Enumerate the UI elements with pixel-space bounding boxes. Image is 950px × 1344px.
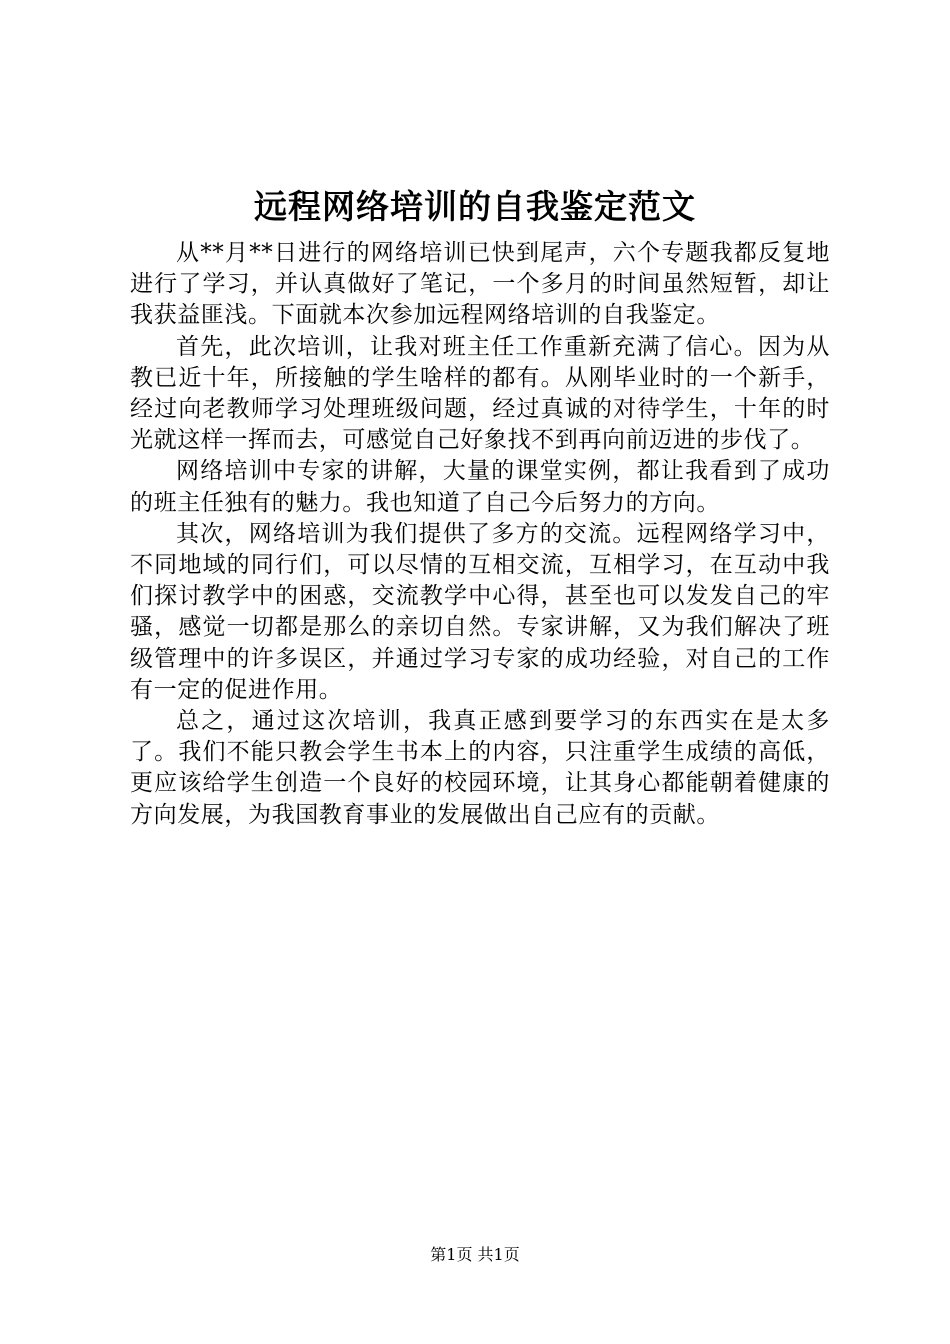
paragraph-4: 其次，网络培训为我们提供了多方的交流。远程网络学习中，不同地域的同行们，可以尽情的互相交流，互相学习，在互动中我们探讨教学中的困惑，交流教学中心得，甚至也可以发发自己的牢骚，感觉一切都是那么的亲切自然。专家讲解，又为我们解决了班级管理中的许多误区，并通过学习专家的成功经验，对自己的工作有一定的促进作用。 [130, 520, 830, 703]
paragraph-3: 网络培训中专家的讲解，大量的课堂实例，都让我看到了成功的班主任独有的魅力。我也知道了自己今后努力的方向。 [130, 458, 830, 516]
paragraph-1: 从**月**日进行的网络培训已快到尾声，六个专题我都反复地进行了学习，并认真做好了笔记，一个多月的时间虽然短暂，却让我获益匪浅。下面就本次参加远程网络培训的自我鉴定。 [130, 240, 830, 329]
document-body [130, 238, 830, 831]
paragraph-2: 首先，此次培训，让我对班主任工作重新充满了信心。因为从教已近十年，所接触的学生啥样的都有。从刚毕业时的一个新手，经过向老教师学习处理班级问题，经过真诚的对待学生，十年的时光就这样一挥而去，可感觉自己好象找不到再向前迈进的步伐了。 [130, 333, 830, 454]
paragraph-5: 总之，通过这次培训，我真正感到要学习的东西实在是太多了。我们不能只教会学生书本上的内容，只注重学生成绩的高低，更应该给学生创造一个良好的校园环境，让其身心都能朝着健康的方向发展，为我国教育事业的发展做出自己应有的贡献。 [130, 708, 830, 828]
document-title: 远程网络培训的自我鉴定范文 [254, 187, 696, 226]
page-footer: 第1页 共1页 [430, 1245, 520, 1264]
